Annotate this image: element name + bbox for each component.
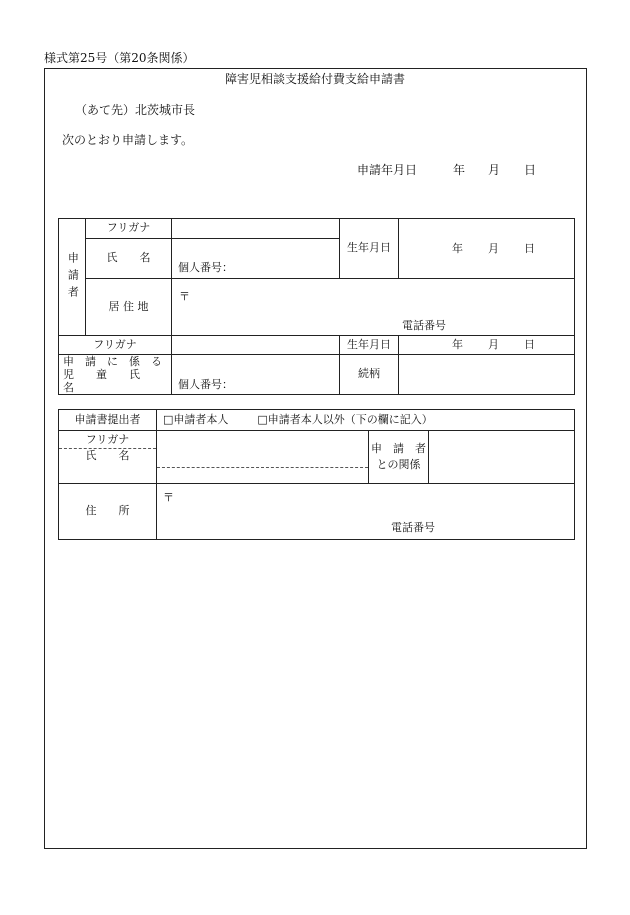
submitter-options [157, 410, 575, 431]
submitter-relation-label-cell [369, 431, 429, 484]
applicant-name-label: 氏 名 [86, 239, 172, 279]
submitter-option-other[interactable]: □申請者本人以外（下の欄に記入） [257, 412, 433, 426]
addressee: （あて先）北茨城市長 [75, 103, 196, 117]
child-name-field[interactable] [172, 355, 340, 395]
applicant-personal-number-label: 個人番号： [178, 261, 233, 275]
application-date-day[interactable]: 日 [524, 163, 537, 177]
child-name-label-line2: 児 童 氏 名 [63, 368, 162, 394]
applicant-furigana-field[interactable] [172, 219, 340, 239]
submitter-address-label: 住 所 [59, 484, 157, 540]
applicant-residence-label: 居 住 地 [86, 279, 172, 336]
application-date-month[interactable]: 月 [488, 163, 501, 177]
child-birth-label: 生年月日 [340, 336, 399, 355]
applicant-postal-mark: 〒 [179, 290, 190, 303]
child-furigana-label: フリガナ [59, 336, 172, 355]
submitter-postal-mark: 〒 [163, 491, 174, 505]
submitter-table [58, 409, 575, 540]
submitter-furigana-label: フリガナ [59, 431, 156, 449]
application-date-label: 申請年月日 [357, 163, 418, 177]
applicant-phone-label: 電話番号 [402, 319, 446, 332]
applicant-header-cell [59, 219, 86, 336]
child-personal-number-label: 個人番号： [178, 378, 233, 392]
applicant-birth-day: 日 [524, 241, 535, 255]
submitter-relation-line1: 申 請 者 [371, 442, 426, 456]
submitter-phone-label: 電話番号 [391, 521, 435, 535]
submitter-label: 申請書提出者 [59, 410, 157, 431]
applicant-birth-label: 生年月日 [340, 219, 399, 279]
submitter-relation-line2: との関係 [376, 458, 421, 472]
applicant-birth-year: 年 [452, 241, 463, 255]
applicant-birth-month: 月 [488, 241, 499, 255]
applicant-table [58, 218, 575, 395]
child-birth-day: 日 [524, 338, 535, 351]
application-date-year[interactable]: 年 [453, 163, 466, 177]
applicant-birth-field[interactable] [399, 219, 575, 279]
child-relationship-field[interactable] [399, 355, 575, 395]
submitter-name-field[interactable] [157, 431, 369, 484]
submitter-relation-field[interactable] [429, 431, 575, 484]
child-furigana-field[interactable] [172, 336, 340, 355]
child-name-label-line1: 申 請 に 係 る [63, 355, 162, 368]
child-birth-month: 月 [488, 338, 499, 351]
submitter-address-field[interactable] [157, 484, 575, 540]
child-birth-field[interactable] [399, 336, 575, 355]
submitter-name-label: 氏 名 [85, 448, 130, 462]
applicant-furigana-label: フリガナ [86, 219, 172, 239]
child-relationship-label: 続柄 [340, 355, 399, 395]
applicant-header: 申請者 [66, 251, 80, 303]
child-name-label-cell [59, 355, 172, 395]
submitter-option-self[interactable]: □申請者本人 [163, 412, 229, 426]
applicant-name-field[interactable] [172, 239, 340, 279]
submitter-name-label-cell [59, 431, 157, 484]
form-title: 障害児相談支援給付費支給申請書 [224, 72, 405, 86]
applicant-residence-field[interactable] [172, 279, 575, 336]
child-birth-year: 年 [452, 338, 463, 351]
intro-text: 次のとおり申請します。 [62, 133, 194, 147]
form-number: 様式第25号（第20条関係） [44, 51, 195, 65]
